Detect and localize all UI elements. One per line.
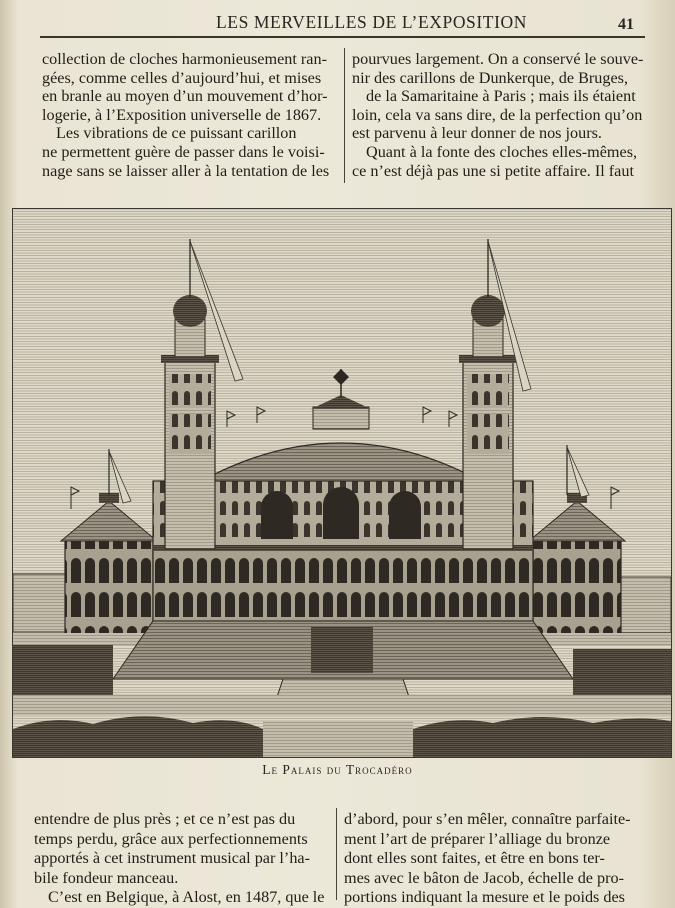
header-rule	[40, 36, 645, 38]
text-line: mes avec le bâton de Jacob, échelle de pro-	[344, 868, 625, 887]
text-line: pourvues largement. On a conservé le souve-	[352, 50, 644, 68]
text-line: portions indiquant la mesure et le poids des	[344, 888, 625, 906]
text-line: Quant à la fonte des cloches elles-mêmes,	[366, 142, 638, 161]
engraving-palais-du-trocadero	[12, 208, 672, 758]
text-line: en branle au moyen d’un mouvement d’hor-	[42, 87, 328, 106]
text-line: temps perdu, grâce aux perfectionnements	[34, 829, 308, 848]
running-header	[0, 8, 675, 38]
text-column-top-left	[42, 50, 338, 180]
page-number: 41	[618, 16, 634, 33]
text-column-bottom-left	[34, 810, 330, 908]
text-line: ce n’est déjà pas une si petite affaire. Il faut	[352, 161, 634, 180]
text-line: dont elles sont faites, et être en bons ter-	[344, 849, 605, 867]
text-line: d’abord, pour s’en mêler, connaître parfaite-	[344, 810, 631, 828]
running-title: LES MERVEILLES DE L’EXPOSITION	[216, 12, 528, 32]
text-line: gées, comme celles d’aujourd’hui, et mises	[42, 68, 322, 87]
illustration-caption: Le Palais du Trocadéro	[262, 762, 413, 777]
column-rule	[336, 808, 337, 900]
text-line: ment l’art de préparer l’alliage du bronze	[344, 829, 611, 848]
text-line: logerie, à l’Exposition universelle de 1867.	[42, 105, 322, 124]
text-line: Les vibrations de ce puissant carillon	[56, 124, 297, 143]
text-line: entendre de plus près ; et ce n’est pas du	[34, 810, 296, 828]
left-wing-far	[13, 574, 73, 632]
text-line: de la Samaritaine à Paris ; mais ils étaient	[366, 87, 636, 106]
text-line: ne permettent guère de passer dans le voisi-	[42, 142, 325, 161]
text-column-top-right	[352, 50, 652, 180]
text-line: nage sans se laisser aller à la tentation de les	[42, 161, 330, 180]
text-column-bottom-right	[344, 810, 654, 908]
text-line: bile fondeur manceau.	[34, 868, 179, 887]
text-line: C’est en Belgique, à Alost, en 1487, que le	[48, 888, 325, 906]
text-line: est parvenu à leur donner de nos jours.	[352, 124, 602, 143]
text-line: nir des carillons de Dunkerque, de Bruges,	[352, 68, 629, 87]
text-line: loin, cela va sans dire, de la perfection qu’on	[352, 105, 643, 124]
column-rule	[344, 48, 345, 183]
text-line: apportés à cet instrument musical par l’ha-	[34, 849, 310, 867]
text-line: collection de cloches harmonieusement ran-	[42, 50, 327, 68]
